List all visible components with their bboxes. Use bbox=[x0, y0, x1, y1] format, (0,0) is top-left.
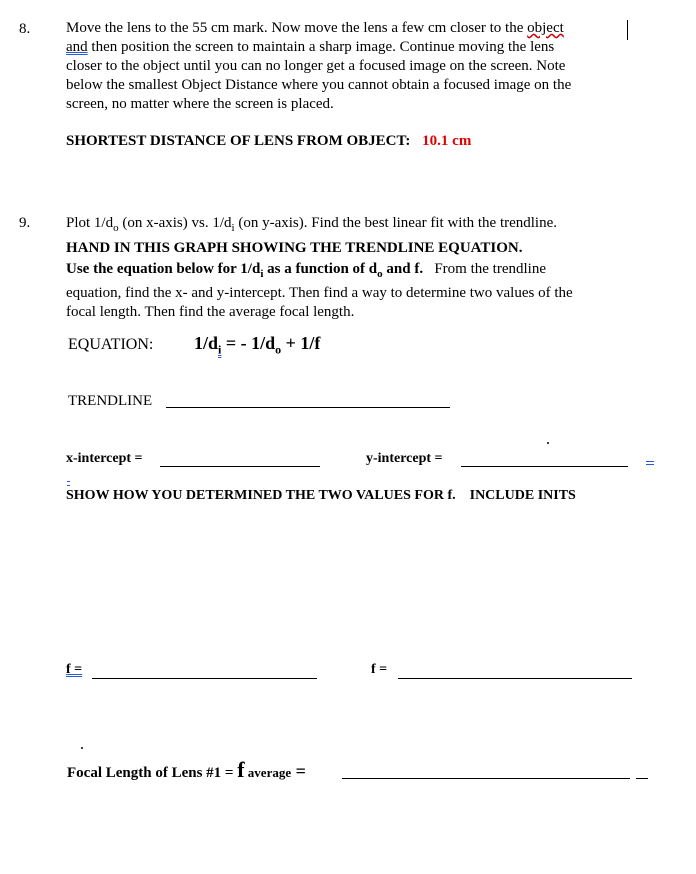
show-determination-label: SHOW HOW YOU DETERMINED THE TWO VALUES FOR f. INCLUDE INITS bbox=[66, 488, 576, 503]
focal-length-answer-line-tail bbox=[636, 778, 648, 779]
blue-format-mark bbox=[67, 485, 70, 486]
f1-answer-line[interactable] bbox=[92, 678, 317, 679]
y-intercept-label: y-intercept = bbox=[366, 451, 443, 466]
shortest-distance-value[interactable]: 10.1 cm bbox=[422, 133, 472, 149]
item-8-line-1: Move the lens to the 55 cm mark. Now move the lens a few cm closer to the object bbox=[66, 20, 564, 36]
equation-expression: $1/d_i$ = - $1/d_o + 1/f$ bbox=[194, 333, 321, 357]
misspelled-word: object bbox=[527, 20, 564, 36]
focal-length-answer-line[interactable] bbox=[342, 778, 630, 779]
item-9-number: 9. bbox=[19, 215, 31, 231]
stray-dot bbox=[547, 442, 549, 444]
y-intercept-answer-line[interactable] bbox=[461, 466, 628, 467]
item-9-line-3: Use the equation below for $1/d_i$ as a function of $d_o$ and f. From the trendline bbox=[66, 261, 546, 280]
grammar-flagged-word: and bbox=[66, 39, 88, 55]
item-9-line-2: HAND IN THIS GRAPH SHOWING THE TRENDLINE EQUATION. bbox=[66, 240, 523, 256]
item-8-line-3: closer to the object until you can no longer get a focused image on the screen. Note bbox=[66, 58, 566, 74]
item-8-number: 8. bbox=[19, 21, 31, 37]
trendline-answer-line[interactable] bbox=[166, 407, 450, 408]
item-8-line-4: below the smallest Object Distance where you cannot obtain a focused image on the bbox=[66, 77, 572, 93]
f2-label: f = bbox=[371, 662, 388, 677]
trendline-label: TRENDLINE bbox=[68, 393, 153, 409]
blue-format-mark bbox=[646, 461, 654, 462]
item-8-line-2: and then position the screen to maintain a sharp image. Continue moving the lens bbox=[66, 39, 555, 55]
blue-format-mark bbox=[67, 481, 70, 482]
text-cursor bbox=[627, 20, 628, 40]
focal-length-label: Focal Length of Lens #1 = f average = bbox=[67, 757, 306, 782]
item-9-paragraph bbox=[66, 214, 656, 322]
item-8-paragraph bbox=[66, 19, 656, 114]
item-8-line-5: screen, no matter where the screen is placed. bbox=[66, 96, 334, 112]
x-intercept-answer-line[interactable] bbox=[160, 466, 320, 467]
item-9-line-1: Plot $1/d_o$ (on x-axis) vs. $1/d_i$ (on y-axis). Find the best linear fit with the trendline. bbox=[66, 215, 558, 234]
f1-label: f = bbox=[66, 662, 83, 677]
equation-label: EQUATION: bbox=[68, 336, 154, 353]
stray-dot bbox=[81, 747, 83, 749]
item-9-line-4: equation, find the x- and y-intercept. Then find a way to determine two values of the bbox=[66, 285, 573, 301]
x-intercept-label: x-intercept = bbox=[66, 451, 143, 466]
item-9-line-5: focal length. Then find the average focal length. bbox=[66, 304, 355, 320]
f2-answer-line[interactable] bbox=[398, 678, 632, 679]
blue-format-mark bbox=[646, 464, 654, 465]
shortest-distance-label: SHORTEST DISTANCE OF LENS FROM OBJECT: 10.1 cm bbox=[66, 133, 472, 149]
